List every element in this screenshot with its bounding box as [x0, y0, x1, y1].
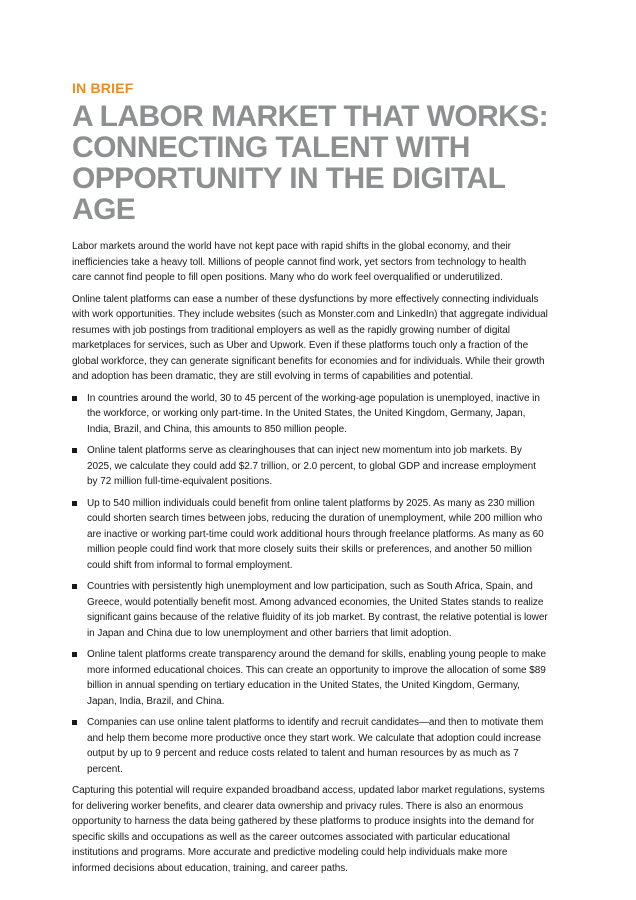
list-item-text: Online talent platforms serve as clearinghouses that can inject new momentum into job markets. By 2025, we calculate they could add $2.7 trillion, or 2.0 percent, to global GDP and increase employment by 72 million full-time-equivalent positions.: [87, 445, 536, 487]
square-bullet-icon: [72, 652, 77, 657]
list-item: [72, 391, 548, 438]
list-item: [72, 579, 548, 641]
square-bullet-icon: [72, 448, 77, 453]
list-item-text: In countries around the world, 30 to 45 percent of the working-age population is unemployed, inactive in the workforce, or working only part-time. In the United States, the United Kingdom, Germany, Japan, India, Brazil, and China, this amounts to 850 million people.: [87, 392, 540, 435]
square-bullet-icon: [72, 501, 77, 506]
list-item: [72, 715, 548, 777]
list-item-text: Online talent platforms create transparency around the demand for skills, enabling young people to make more informed educational choices. This can create an opportunity to improve the allocation of some $89 billion in annual spending on tertiary education in the United States, the United Kingdom, Germany, Japan, India, Brazil, and China.: [87, 649, 547, 707]
list-item-text: Up to 540 million individuals could benefit from online talent platforms by 2025. As many as 230 million could shorten search times between jobs, reducing the duration of unemployment, while 200 million who are inactive or working part-time could work additional hours through freelance platforms. As many as 60 million people could find work that more closely suits their skills or preferences, and another 50 million could shift from informal to formal employment.: [87, 497, 544, 571]
intro-paragraph: Labor markets around the world have not kept pace with rapid shifts in the global economy, and their inefficiencies take a heavy toll. Millions of people cannot find work, yet sectors from technology to health care cannot find people to fill open positions. Many who do work feel overqualified or underutilized.: [72, 241, 527, 283]
list-item-text: Countries with persistently high unemployment and low participation, such as South Africa, Spain, and Greece, would potentially benefit most. Among advanced economies, the United States stands to realize significant gains because of the relative fluidity of its job market. By contrast, the relative potential is lower in Japan and China due to low unemployment and other barriers that limit adoption.: [87, 581, 548, 639]
list-item: [72, 647, 548, 709]
section-kicker: IN BRIEF: [72, 80, 134, 96]
square-bullet-icon: [72, 720, 77, 725]
square-bullet-icon: [72, 584, 77, 589]
list-item: [72, 443, 548, 490]
key-findings-list: [72, 391, 548, 778]
list-item: [72, 496, 548, 574]
square-bullet-icon: [72, 396, 77, 401]
list-item-text: Companies can use online talent platforms to identify and recruit candidates—and then to motivate them and help them become more productive once they start work. We calculate that adoption could increase output by up to 9 percent and reduce costs related to talent and human resources by as much as 7 percent.: [87, 717, 544, 775]
closing-paragraph: Capturing this potential will require expanded broadband access, updated labor market regulations, systems for delivering worker benefits, and clearer data ownership and privacy rules. There is also an enormous opportunity to harness the data being gathered by these platforms to produce insights into the demand for specific skills and occupations as well as the career outcomes associated with particular educational institutions and programs. More accurate and predictive modeling could help individuals make more informed decisions about education, training, and career paths.: [72, 785, 545, 874]
platforms-paragraph: Online talent platforms can ease a number of these dysfunctions by more effectively connecting individuals with work opportunities. They include websites (such as Monster.com and LinkedIn) that aggregate individual resumes with job postings from traditional employers as well as the rapidly growing number of digital marketplaces for services, such as Uber and Upwork. Even if these platforms touch only a fraction of the global workforce, they can generate significant benefits for economies and for individuals. While their growth and adoption has been dramatic, they are still evolving in terms of capabilities and potential.: [72, 293, 548, 382]
page-title: A LABOR MARKET THAT WORKS: CONNECTING TALENT WITH OPPORTUNITY IN THE DIGITAL AGE: [72, 100, 549, 226]
document-page: [72, 80, 548, 882]
